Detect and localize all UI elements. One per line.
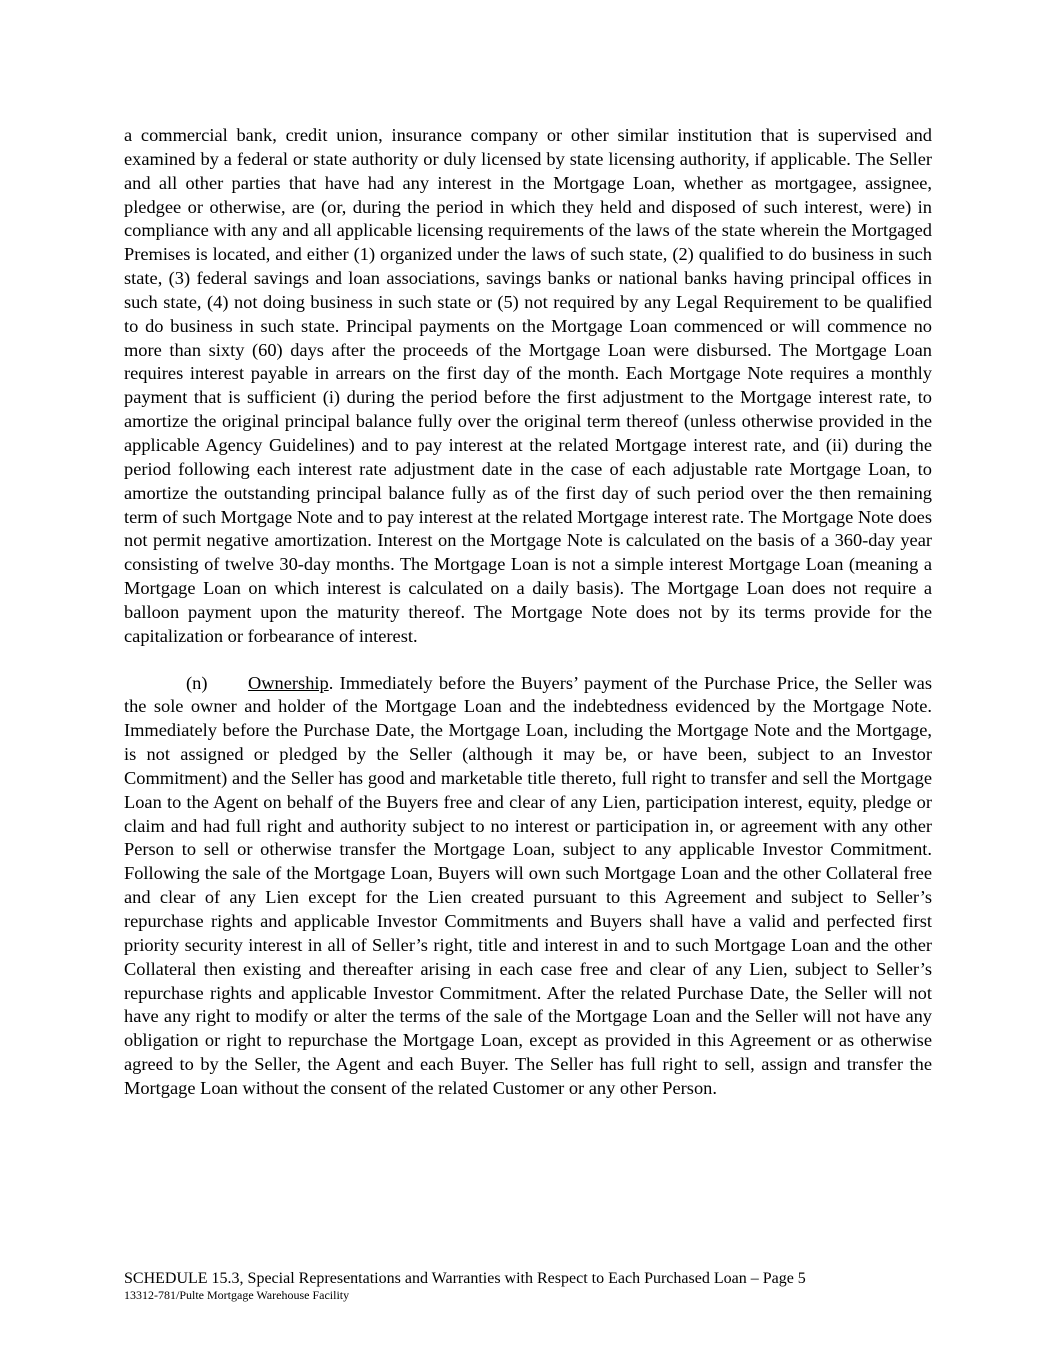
- section-n-heading: Ownership: [248, 672, 329, 693]
- footer-document-id: 13312-781/Pulte Mortgage Warehouse Facility: [124, 1288, 350, 1302]
- document-body: [124, 124, 932, 1101]
- page-footer: [124, 1269, 944, 1302]
- section-n-label: (n): [186, 672, 208, 693]
- section-n-ownership: [124, 672, 932, 1101]
- footer-schedule-line: SCHEDULE 15.3, Special Representations and Warranties with Respect to Each Purchased Loan – Page 5: [124, 1270, 806, 1287]
- section-n-heading-suffix: .: [328, 672, 334, 693]
- paragraph-continuation: a commercial bank, credit union, insurance company or other similar institution that is supervised and examined by a federal or state authority or duly licensed by state licensing authority, if applicable. The Seller and all other parties that have had any interest in the Mortgage Loan, whether as mortgagee, assignee, pledgee or otherwise, are (or, during the period in which they held and disposed of such interest, were) in compliance with any and all applicable licensing requirements of the laws of the state wherein the Mortgaged Premises is located, and either (1) organized under the laws of such state, (2) qualified to do business in such state, (3) federal savings and loan associations, savings banks or national banks having principal offices in such state, (4) not doing business in such state or (5) not required by any Legal Requirement to be qualified to do business in such state. Principal payments on the Mortgage Loan commenced or will commence no more than sixty (60) days after the proceeds of the Mortgage Loan were disbursed. The Mortgage Loan requires interest payable in arrears on the first day of the month. Each Mortgage Note requires a monthly payment that is sufficient (i) during the period before the first adjustment to the Mortgage interest rate, to amortize the original principal balance fully over the original term thereof (unless otherwise provided in the applicable Agency Guidelines) and to pay interest at the related Mortgage interest rate, and (ii) during the period following each interest rate adjustment date in the case of each adjustable rate Mortgage Loan, to amortize the outstanding principal balance fully as of the first day of such period over the then remaining term of such Mortgage Note and to pay interest at the related Mortgage interest rate. The Mortgage Note does not permit negative amortization. Interest on the Mortgage Note is calculated on the basis of a 360-day year consisting of twelve 30-day months. The Mortgage Loan is not a simple interest Mortgage Loan (meaning a Mortgage Loan on which interest is calculated on a daily basis). The Mortgage Loan does not require a balloon payment upon the maturity thereof. The Mortgage Note does not by its terms provide for the capitalization or forbearance of interest.: [124, 125, 932, 646]
- section-n-text: Immediately before the Buyers’ payment of the Purchase Price, the Seller was the sole owner and holder of the Mortgage Loan and the indebtedness evidenced by the Mortgage Note. Immediately before the Purchase Date, the Mortgage Loan, including the Mortgage Note and the Mortgage, is not assigned or pledged by the Seller (although it may be, or have been, subject to an Investor Commitment) and the Seller has good and marketable title thereto, full right to transfer and sell the Mortgage Loan to the Agent on behalf of the Buyers free and clear of any Lien, participation interest, equity, pledge or claim and had full right and authority subject to no interest or participation in, or agreement with any other Person to sell or otherwise transfer the Mortgage Loan, subject to any applicable Investor Commitment. Following the sale of the Mortgage Loan, Buyers will own such Mortgage Loan and the other Collateral free and clear of any Lien except for the Lien created pursuant to this Agreement and subject to Seller’s repurchase rights and applicable Investor Commitments and Buyers shall have a valid and perfected first priority security interest in all of Seller’s right, title and interest in and to such Mortgage Loan and the other Collateral then existing and thereafter arising in each case free and clear of any Lien, subject to Seller’s repurchase rights and applicable Investor Commitment. After the related Purchase Date, the Seller will not have any right to modify or alter the terms of the sale of the Mortgage Loan and the Seller will not have any obligation or right to repurchase the Mortgage Loan, except as provided in this Agreement or as otherwise agreed to by the Seller, the Agent and each Buyer. The Seller has full right to sell, assign and transfer the Mortgage Loan without the consent of the related Customer or any other Person.: [124, 672, 932, 1098]
